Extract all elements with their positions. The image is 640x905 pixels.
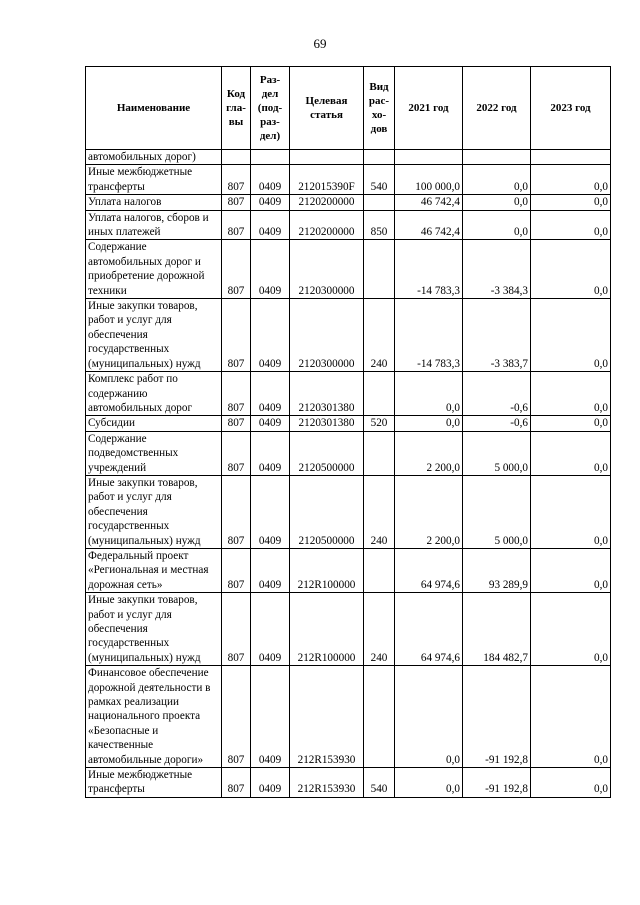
- cell-target: 2120200000: [290, 210, 364, 240]
- cell-code: 807: [222, 593, 251, 666]
- header-name: Наименование: [86, 67, 222, 150]
- table-row: [86, 431, 611, 475]
- cell-section: 0409: [251, 475, 290, 548]
- table-row: [86, 666, 611, 768]
- cell-target: 2120300000: [290, 299, 364, 372]
- cell-name: Иные закупки товаров, работ и услуг для обеспечения государственных (муниципальных) нужд: [86, 299, 222, 372]
- cell-2023: [531, 150, 611, 165]
- cell-2022: 0,0: [463, 165, 531, 195]
- cell-target: 2120200000: [290, 195, 364, 210]
- cell-exp-type: 240: [364, 593, 395, 666]
- cell-code: 807: [222, 165, 251, 195]
- cell-2023: 0,0: [531, 548, 611, 592]
- cell-2021: 100 000,0: [395, 165, 463, 195]
- cell-name: Субсидии: [86, 416, 222, 431]
- cell-code: 807: [222, 768, 251, 798]
- cell-section: 0409: [251, 195, 290, 210]
- cell-name: Иные межбюджетные трансферты: [86, 165, 222, 195]
- table-row: [86, 768, 611, 798]
- cell-2022: 0,0: [463, 210, 531, 240]
- cell-2023: 0,0: [531, 372, 611, 416]
- cell-section: 0409: [251, 210, 290, 240]
- cell-exp-type: 540: [364, 768, 395, 798]
- cell-code: 807: [222, 210, 251, 240]
- header-code: Код гла- вы: [222, 67, 251, 150]
- cell-target: 212R153930: [290, 768, 364, 798]
- cell-exp-type: [364, 666, 395, 768]
- cell-2022: -91 192,8: [463, 666, 531, 768]
- cell-code: 807: [222, 299, 251, 372]
- cell-2022: [463, 150, 531, 165]
- cell-2021: 64 974,6: [395, 593, 463, 666]
- cell-exp-type: [364, 195, 395, 210]
- cell-2021: 0,0: [395, 416, 463, 431]
- cell-code: 807: [222, 431, 251, 475]
- cell-section: 0409: [251, 666, 290, 768]
- table-row: [86, 475, 611, 548]
- cell-target: 2120301380: [290, 416, 364, 431]
- cell-section: 0409: [251, 240, 290, 299]
- cell-2023: 0,0: [531, 210, 611, 240]
- cell-section: 0409: [251, 416, 290, 431]
- cell-exp-type: [364, 150, 395, 165]
- cell-2021: -14 783,3: [395, 299, 463, 372]
- cell-2023: 0,0: [531, 165, 611, 195]
- cell-code: 807: [222, 195, 251, 210]
- cell-target: 2120301380: [290, 372, 364, 416]
- cell-exp-type: [364, 431, 395, 475]
- cell-2021: 2 200,0: [395, 475, 463, 548]
- header-section: Раз- дел (под- раз- дел): [251, 67, 290, 150]
- cell-name: Уплата налогов: [86, 195, 222, 210]
- cell-2023: 0,0: [531, 768, 611, 798]
- cell-section: 0409: [251, 548, 290, 592]
- cell-2023: 0,0: [531, 666, 611, 768]
- cell-2023: 0,0: [531, 475, 611, 548]
- header-target: Целевая статья: [290, 67, 364, 150]
- header-2021: 2021 год: [395, 67, 463, 150]
- cell-code: 807: [222, 548, 251, 592]
- cell-2023: 0,0: [531, 416, 611, 431]
- cell-2021: 46 742,4: [395, 210, 463, 240]
- cell-2022: -0,6: [463, 416, 531, 431]
- cell-target: 2120500000: [290, 431, 364, 475]
- page-number: 69: [313, 36, 327, 51]
- cell-2021: 2 200,0: [395, 431, 463, 475]
- cell-2021: 0,0: [395, 768, 463, 798]
- cell-exp-type: [364, 548, 395, 592]
- cell-target: 212R100000: [290, 593, 364, 666]
- cell-section: [251, 150, 290, 165]
- cell-name: Комплекс работ по содержанию автомобильных дорог: [86, 372, 222, 416]
- table-row: [86, 548, 611, 592]
- cell-2022: 184 482,7: [463, 593, 531, 666]
- table-row: [86, 195, 611, 210]
- table-row: [86, 299, 611, 372]
- cell-section: 0409: [251, 431, 290, 475]
- cell-name: Иные закупки товаров, работ и услуг для обеспечения государственных (муниципальных) нужд: [86, 593, 222, 666]
- cell-name: Финансовое обеспечение дорожной деятельности в рамках реализации национального проекта «Безопасные и качественные автомобильные дороги»: [86, 666, 222, 768]
- table-header-row: [86, 67, 611, 150]
- cell-2022: -3 384,3: [463, 240, 531, 299]
- cell-2021: 0,0: [395, 666, 463, 768]
- cell-2022: -0,6: [463, 372, 531, 416]
- cell-2023: 0,0: [531, 299, 611, 372]
- cell-name: Иные закупки товаров, работ и услуг для обеспечения государственных (муниципальных) нужд: [86, 475, 222, 548]
- cell-2023: 0,0: [531, 431, 611, 475]
- cell-section: 0409: [251, 768, 290, 798]
- table-row: [86, 210, 611, 240]
- cell-exp-type: 540: [364, 165, 395, 195]
- cell-code: 807: [222, 416, 251, 431]
- cell-code: [222, 150, 251, 165]
- table-row: [86, 416, 611, 431]
- cell-name: Уплата налогов, сборов и иных платежей: [86, 210, 222, 240]
- cell-2021: 64 974,6: [395, 548, 463, 592]
- table-body: [86, 150, 611, 798]
- cell-2021: 0,0: [395, 372, 463, 416]
- cell-section: 0409: [251, 372, 290, 416]
- cell-target: [290, 150, 364, 165]
- cell-2021: [395, 150, 463, 165]
- cell-code: 807: [222, 372, 251, 416]
- cell-2022: 5 000,0: [463, 475, 531, 548]
- cell-2022: -91 192,8: [463, 768, 531, 798]
- cell-exp-type: 240: [364, 299, 395, 372]
- cell-exp-type: 520: [364, 416, 395, 431]
- cell-2022: 5 000,0: [463, 431, 531, 475]
- header-exp-type: Вид рас- хо- дов: [364, 67, 395, 150]
- table-row: [86, 372, 611, 416]
- cell-code: 807: [222, 240, 251, 299]
- table-row: [86, 593, 611, 666]
- cell-target: 212015390F: [290, 165, 364, 195]
- cell-2023: 0,0: [531, 593, 611, 666]
- cell-target: 2120300000: [290, 240, 364, 299]
- cell-section: 0409: [251, 165, 290, 195]
- budget-table: [85, 66, 611, 798]
- cell-target: 212R100000: [290, 548, 364, 592]
- header-2022: 2022 год: [463, 67, 531, 150]
- cell-section: 0409: [251, 593, 290, 666]
- table-row: [86, 240, 611, 299]
- cell-2022: -3 383,7: [463, 299, 531, 372]
- cell-exp-type: 240: [364, 475, 395, 548]
- cell-exp-type: [364, 240, 395, 299]
- cell-name: автомобильных дорог): [86, 150, 222, 165]
- table-row: [86, 150, 611, 165]
- cell-exp-type: [364, 372, 395, 416]
- cell-target: 212R153930: [290, 666, 364, 768]
- cell-2023: 0,0: [531, 240, 611, 299]
- cell-code: 807: [222, 475, 251, 548]
- cell-target: 2120500000: [290, 475, 364, 548]
- cell-2023: 0,0: [531, 195, 611, 210]
- cell-name: Федеральный проект «Региональная и местная дорожная сеть»: [86, 548, 222, 592]
- cell-2021: 46 742,4: [395, 195, 463, 210]
- cell-name: Иные межбюджетные трансферты: [86, 768, 222, 798]
- cell-name: Содержание подведомственных учреждений: [86, 431, 222, 475]
- header-2023: 2023 год: [531, 67, 611, 150]
- cell-2022: 93 289,9: [463, 548, 531, 592]
- cell-exp-type: 850: [364, 210, 395, 240]
- cell-2021: -14 783,3: [395, 240, 463, 299]
- cell-name: Содержание автомобильных дорог и приобретение дорожной техники: [86, 240, 222, 299]
- cell-code: 807: [222, 666, 251, 768]
- cell-section: 0409: [251, 299, 290, 372]
- cell-2022: 0,0: [463, 195, 531, 210]
- table-row: [86, 165, 611, 195]
